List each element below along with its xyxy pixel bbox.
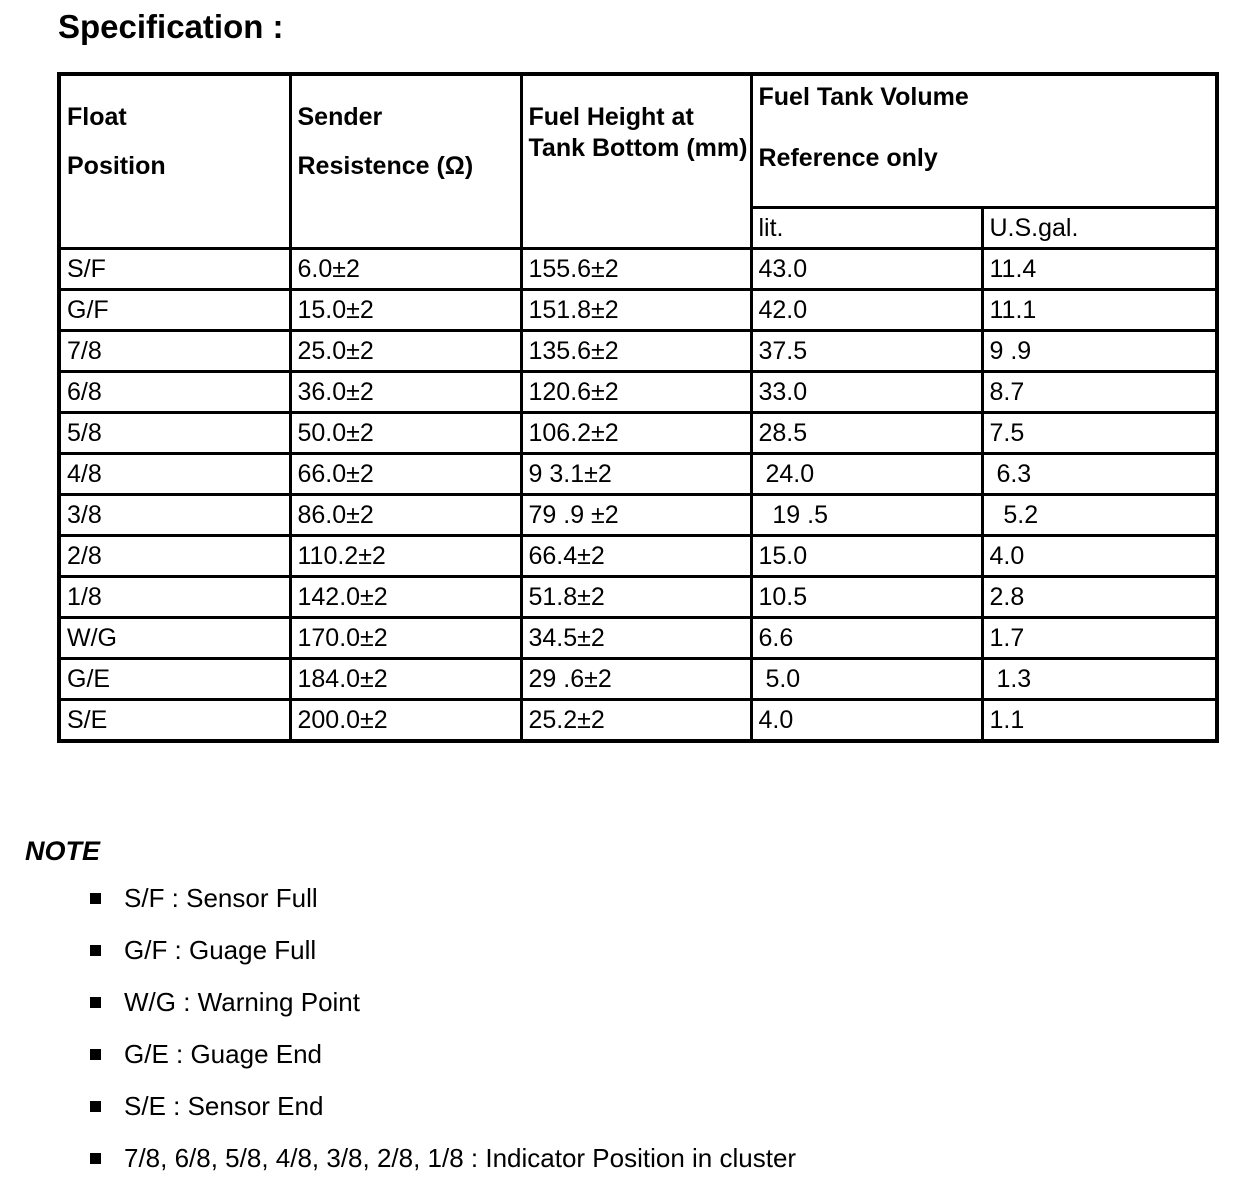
note-item-text: W/G : Warning Point [124,987,360,1017]
cell-volume-liters: 24.0 [751,454,982,495]
cell-volume-liters: 4.0 [751,700,982,742]
table-row [59,659,1217,700]
note-item-text: G/F : Guage Full [124,935,317,965]
note-list [90,878,796,1190]
cell-fuel-height: 79 .9 ±2 [521,495,751,536]
cell-volume-gallons: 7.5 [982,413,1217,454]
header-float-line2: Position [67,152,166,181]
cell-float-position: S/E [59,700,290,742]
header-us-gallons: U.S.gal. [982,208,1217,249]
cell-volume-gallons: 1.7 [982,618,1217,659]
header-fuel-height: Fuel Height at Tank Bottom (mm) [521,74,751,249]
cell-sender-resistance: 36.0±2 [290,372,521,413]
table-row [59,290,1217,331]
cell-fuel-height: 151.8±2 [521,290,751,331]
cell-volume-liters: 10.5 [751,577,982,618]
note-label: NOTE [25,836,101,866]
note-item [90,1086,796,1138]
cell-sender-resistance: 170.0±2 [290,618,521,659]
cell-float-position: S/F [59,249,290,290]
cell-volume-liters: 28.5 [751,413,982,454]
note-item [90,878,796,930]
bullet-square-icon [90,1049,101,1060]
header-volume-line1: Fuel Tank Volume [758,83,969,111]
cell-sender-resistance: 86.0±2 [290,495,521,536]
table-row [59,249,1217,290]
cell-fuel-height: 25.2±2 [521,700,751,742]
bullet-square-icon [90,1101,101,1112]
cell-fuel-height: 34.5±2 [521,618,751,659]
cell-volume-gallons: 5.2 [982,495,1217,536]
cell-sender-resistance: 142.0±2 [290,577,521,618]
cell-volume-gallons: 11.4 [982,249,1217,290]
cell-volume-liters: 43.0 [751,249,982,290]
note-item [90,982,796,1034]
cell-fuel-height: 66.4±2 [521,536,751,577]
table-row [59,372,1217,413]
cell-sender-resistance: 6.0±2 [290,249,521,290]
cell-volume-liters: 42.0 [751,290,982,331]
cell-fuel-height: 120.6±2 [521,372,751,413]
table-row [59,413,1217,454]
header-volume-line2: Reference only [758,144,938,173]
cell-volume-gallons: 6.3 [982,454,1217,495]
cell-volume-gallons: 1.1 [982,700,1217,742]
cell-float-position: G/E [59,659,290,700]
cell-fuel-height: 135.6±2 [521,331,751,372]
table-row [59,331,1217,372]
note-item-text: 7/8, 6/8, 5/8, 4/8, 3/8, 2/8, 1/8 : Indicator Position in cluster [124,1143,797,1173]
cell-fuel-height: 51.8±2 [521,577,751,618]
cell-volume-gallons: 2.8 [982,577,1217,618]
header-fuel-tank-volume [751,74,1217,208]
table-row [59,495,1217,536]
note-item-text: S/E : Sensor End [124,1091,324,1121]
cell-float-position: W/G [59,618,290,659]
cell-float-position: 2/8 [59,536,290,577]
cell-sender-resistance: 110.2±2 [290,536,521,577]
table-row [59,577,1217,618]
specification-table [57,72,1219,743]
bullet-square-icon [90,997,101,1008]
bullet-square-icon [90,893,101,904]
page-title: Specification : [58,8,284,45]
cell-volume-liters: 5.0 [751,659,982,700]
cell-float-position: 3/8 [59,495,290,536]
cell-volume-gallons: 4.0 [982,536,1217,577]
header-liters: lit. [751,208,982,249]
note-item [90,1138,796,1190]
cell-sender-resistance: 50.0±2 [290,413,521,454]
cell-sender-resistance: 15.0±2 [290,290,521,331]
cell-fuel-height: 29 .6±2 [521,659,751,700]
cell-volume-gallons: 8.7 [982,372,1217,413]
header-sender-resistance [290,74,521,249]
note-item [90,930,796,982]
cell-sender-resistance: 25.0±2 [290,331,521,372]
header-float-line1: Float [67,103,127,131]
cell-volume-liters: 6.6 [751,618,982,659]
bullet-square-icon [90,1153,101,1164]
note-item [90,1034,796,1086]
note-item-text: G/E : Guage End [124,1039,323,1069]
cell-volume-gallons: 1.3 [982,659,1217,700]
cell-fuel-height: 106.2±2 [521,413,751,454]
cell-volume-liters: 15.0 [751,536,982,577]
cell-sender-resistance: 184.0±2 [290,659,521,700]
cell-volume-liters: 33.0 [751,372,982,413]
table-row [59,618,1217,659]
cell-volume-liters: 37.5 [751,331,982,372]
header-sender-line2: Resistence (Ω) [297,152,474,181]
cell-float-position: 1/8 [59,577,290,618]
cell-float-position: 6/8 [59,372,290,413]
header-float-position [59,74,290,249]
cell-float-position: G/F [59,290,290,331]
table-row [59,536,1217,577]
table-row [59,454,1217,495]
cell-volume-gallons: 9 .9 [982,331,1217,372]
cell-volume-liters: 19 .5 [751,495,982,536]
table-body [59,249,1217,742]
cell-float-position: 7/8 [59,331,290,372]
cell-fuel-height: 9 3.1±2 [521,454,751,495]
cell-sender-resistance: 66.0±2 [290,454,521,495]
note-item-text: S/F : Sensor Full [124,883,318,913]
cell-sender-resistance: 200.0±2 [290,700,521,742]
cell-float-position: 4/8 [59,454,290,495]
cell-float-position: 5/8 [59,413,290,454]
bullet-square-icon [90,945,101,956]
cell-volume-gallons: 11.1 [982,290,1217,331]
header-sender-line1: Sender [297,103,383,131]
cell-fuel-height: 155.6±2 [521,249,751,290]
table-row [59,700,1217,742]
